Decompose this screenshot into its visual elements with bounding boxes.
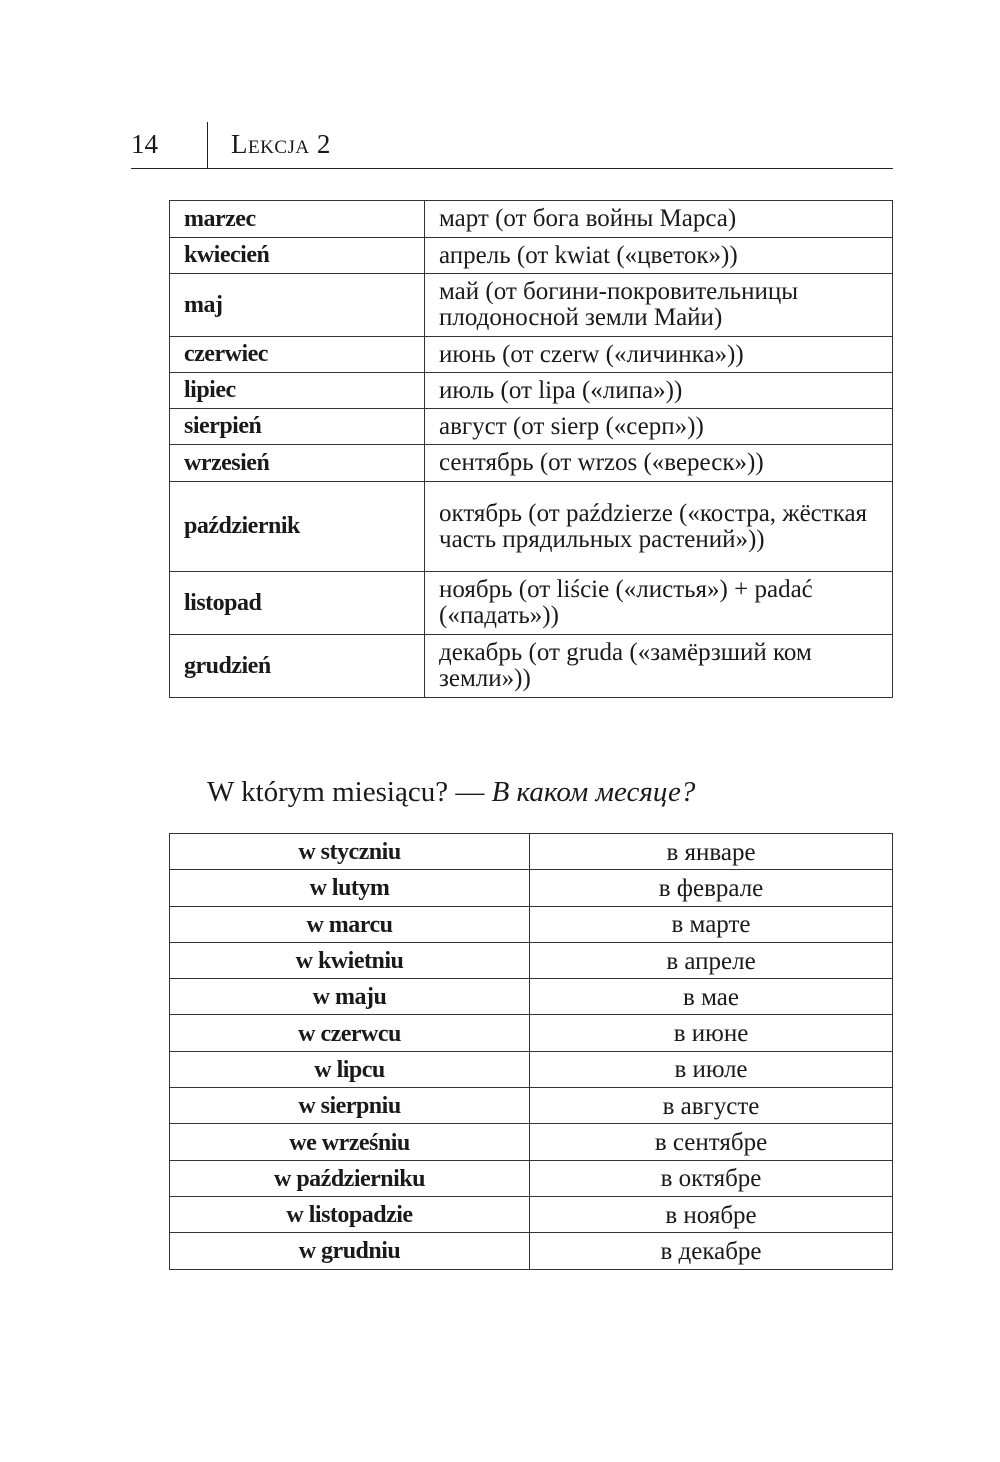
locative-months-table (169, 833, 893, 1270)
month-polish: czerwiec (170, 337, 425, 373)
month-polish: wrzesień (170, 445, 425, 482)
month-polish: grudzień (170, 635, 425, 698)
locative-polish: w lipcu (170, 1051, 530, 1087)
table-row (170, 1233, 893, 1269)
month-russian: июль (от lipa («липа»)) (425, 373, 893, 409)
month-russian: июнь (от czerw («личинка»)) (425, 337, 893, 373)
month-polish: maj (170, 274, 425, 337)
locative-russian: в августе (530, 1088, 893, 1124)
month-russian: апрель (от kwiat («цветок»)) (425, 238, 893, 274)
locative-polish: w grudniu (170, 1233, 530, 1269)
table-row (170, 482, 893, 572)
page-header (131, 120, 893, 169)
locative-polish: w lutym (170, 870, 530, 906)
month-russian: декабрь (от gruda («замёрзший ком земли»)) (425, 635, 893, 698)
locative-russian: в декабре (530, 1233, 893, 1269)
locative-russian: в октябре (530, 1160, 893, 1196)
locative-russian: в сентябре (530, 1124, 893, 1160)
table-row (170, 870, 893, 906)
table-row (170, 1088, 893, 1124)
table-row (170, 409, 893, 445)
month-russian: май (от богини-покровительницы плодоносной земли Майи) (425, 274, 893, 337)
table-row (170, 834, 893, 870)
month-polish: lipiec (170, 373, 425, 409)
table-row (170, 445, 893, 482)
locative-russian: в марте (530, 906, 893, 942)
locative-russian: в июле (530, 1051, 893, 1087)
running-title: Lekcja 2 (231, 129, 331, 159)
month-polish: kwiecień (170, 238, 425, 274)
locative-polish: w sierpniu (170, 1088, 530, 1124)
locative-polish: w styczniu (170, 834, 530, 870)
table-row (170, 337, 893, 373)
question-polish: W którym miesiącu? — (207, 776, 485, 808)
question-russian: В каком месяце? (491, 776, 696, 808)
month-polish: październik (170, 482, 425, 572)
table-row (170, 373, 893, 409)
locative-polish: w marcu (170, 906, 530, 942)
section-question (207, 775, 695, 809)
months-etymology-table (169, 200, 893, 698)
month-polish: marzec (170, 201, 425, 238)
locative-polish: we wrześniu (170, 1124, 530, 1160)
month-russian: ноябрь (от liście («листья») + padać («падать»)) (425, 572, 893, 635)
table-row (170, 979, 893, 1015)
locative-russian: в январе (530, 834, 893, 870)
table-row (170, 1051, 893, 1087)
table-row (170, 572, 893, 635)
table-row (170, 238, 893, 274)
table-row (170, 274, 893, 337)
table-row (170, 906, 893, 942)
page-number: 14 (131, 129, 158, 159)
header-divider (207, 122, 208, 168)
locative-russian: в феврале (530, 870, 893, 906)
table-row (170, 1160, 893, 1196)
month-polish: listopad (170, 572, 425, 635)
month-russian: август (от sierp («серп»)) (425, 409, 893, 445)
locative-polish: w listopadzie (170, 1196, 530, 1232)
locative-russian: в ноябре (530, 1196, 893, 1232)
month-russian: сентябрь (от wrzos («вереск»)) (425, 445, 893, 482)
table-row (170, 942, 893, 978)
month-russian: октябрь (от paździerze («костра, жёсткая часть прядильных растений»)) (425, 482, 893, 572)
table-row (170, 201, 893, 238)
locative-polish: w maju (170, 979, 530, 1015)
locative-russian: в мае (530, 979, 893, 1015)
month-polish: sierpień (170, 409, 425, 445)
locative-polish: w czerwcu (170, 1015, 530, 1051)
table-row (170, 1124, 893, 1160)
locative-russian: в июне (530, 1015, 893, 1051)
table-row (170, 1015, 893, 1051)
locative-russian: в апреле (530, 942, 893, 978)
locative-polish: w kwietniu (170, 942, 530, 978)
locative-polish: w październiku (170, 1160, 530, 1196)
month-russian: март (от бога войны Марса) (425, 201, 893, 238)
table-row (170, 635, 893, 698)
table-row (170, 1196, 893, 1232)
